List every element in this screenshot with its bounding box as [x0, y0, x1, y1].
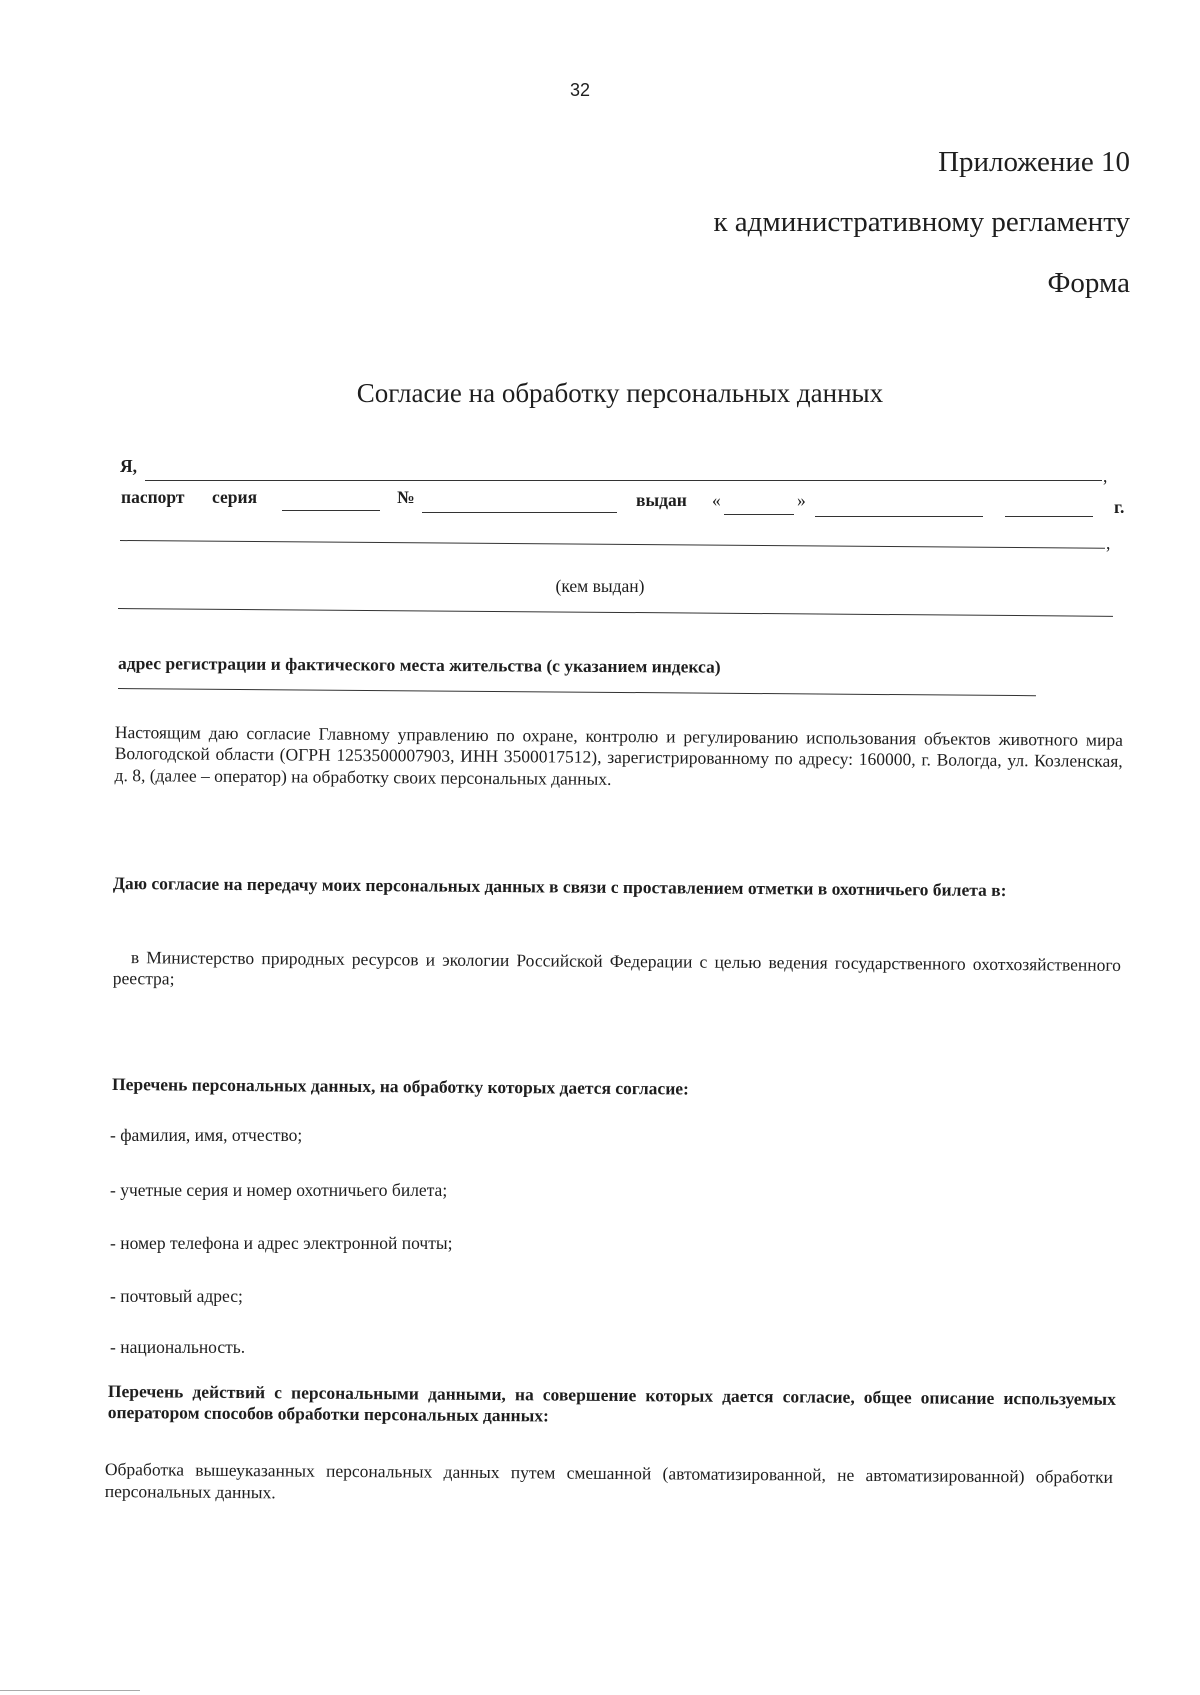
- comma-2: ,: [1106, 533, 1111, 553]
- data-list-heading: Перечень персональных данных, на обработку которых дается согласие:: [111, 1074, 690, 1099]
- transfer-text: в Министерство природных ресурсов и экологии Российской Федерации с целью ведения государственного охотхозяйственного реестра;: [112, 947, 1121, 989]
- address-label: адрес регистрации и фактического места жительства (с указанием индекса): [117, 653, 721, 677]
- appendix-label: Приложение 10: [938, 146, 1130, 178]
- passport-series-line[interactable]: [282, 510, 380, 511]
- issue-year-line[interactable]: [1005, 516, 1093, 517]
- issue-day-line[interactable]: [724, 514, 794, 515]
- address-line[interactable]: [118, 688, 1036, 696]
- full-name-line[interactable]: [145, 480, 1102, 481]
- actions-heading: Перечень действий с персональными данными, на совершение которых дается согласие, общее описание используемых оператором способов обработки персональных данных:: [107, 1381, 1116, 1426]
- data-list-item-4: - почтовый адрес;: [110, 1286, 243, 1306]
- passport-label: паспорт: [121, 487, 185, 507]
- form-label: Форма: [1047, 267, 1130, 299]
- data-list-item-5: - национальность.: [110, 1337, 246, 1357]
- issued-label: выдан: [636, 490, 687, 510]
- regulation-label: к административному регламенту: [713, 206, 1130, 238]
- data-list-item-2: - учетные серия и номер охотничьего билета;: [110, 1180, 448, 1200]
- scan-edge-artifact: [0, 1690, 140, 1691]
- series-label: серия: [212, 487, 258, 507]
- comma-1: ,: [1103, 466, 1108, 486]
- issuer-line-2[interactable]: [118, 608, 1113, 617]
- ya-label: Я,: [120, 456, 138, 476]
- number-sign: №: [397, 487, 415, 507]
- issue-month-line[interactable]: [815, 516, 983, 517]
- transfer-heading: Даю согласие на передачу моих персональных данных в связи с проставлением отметки в охотничьего билета в:: [112, 873, 1007, 901]
- data-list-item-3: - номер телефона и адрес электронной почты;: [110, 1233, 453, 1253]
- consent-paragraph: Настоящим даю согласие Главному управлению по охране, контролю и регулированию использования объектов животного мира Вологодской области (ОГРН 1253500007903, ИНН 3500017512), зарегистрированному по адресу: 160000, г. Вологда, ул. Козленская, д. 8, (далее – оператор) на обработку своих персональных данных.: [114, 722, 1123, 789]
- quote-close: »: [797, 490, 806, 510]
- document-title: Согласие на обработку персональных данных: [356, 378, 884, 408]
- page-number: 32: [569, 80, 591, 100]
- actions-text: Обработка вышеуказанных персональных данных путем смешанной (автоматизированной, не автоматизированной) обработки персональных данных.: [104, 1459, 1113, 1503]
- passport-number-line[interactable]: [422, 512, 617, 513]
- year-label: г.: [1114, 497, 1125, 517]
- issuer-line-1[interactable]: [120, 540, 1105, 549]
- data-list-item-1: - фамилия, имя, отчество;: [110, 1125, 303, 1145]
- issued-by-caption: (кем выдан): [555, 576, 645, 596]
- quote-open: «: [712, 490, 721, 510]
